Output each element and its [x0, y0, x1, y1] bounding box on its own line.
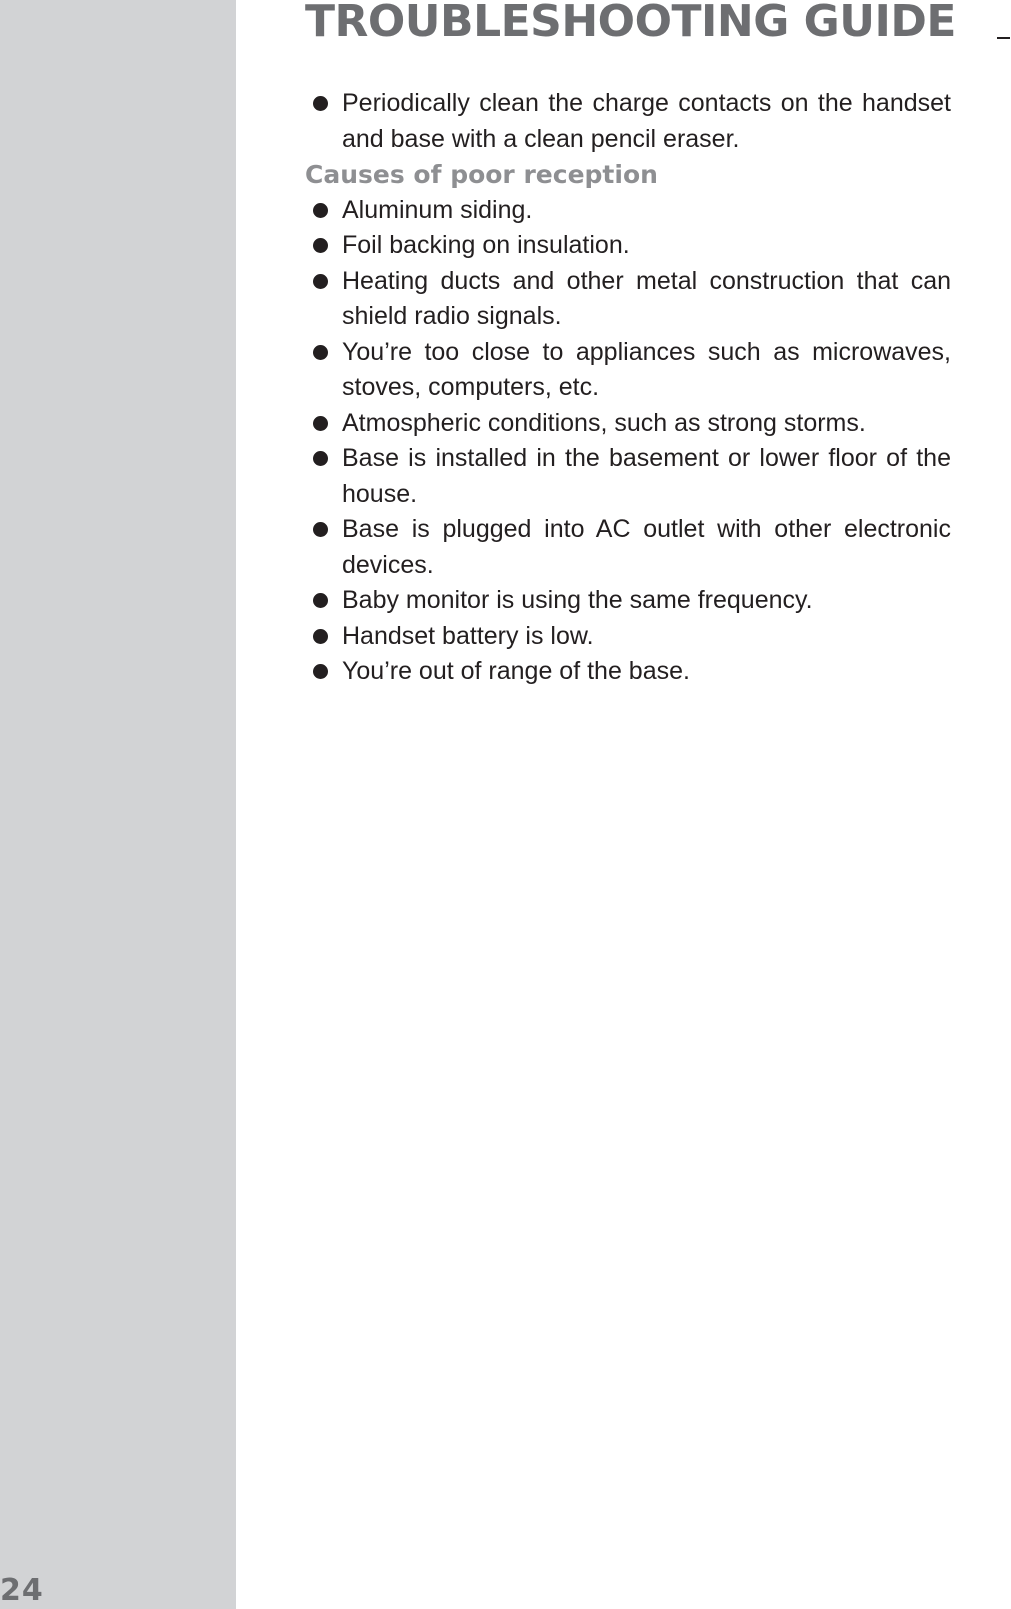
bullet-icon [313, 345, 328, 360]
bullet-icon [313, 451, 328, 466]
bullet-icon [313, 203, 328, 218]
page-content [305, 86, 951, 690]
bullet-icon [313, 522, 328, 537]
list-item [313, 86, 951, 157]
list-item-text: You’re out of range of the base. [342, 657, 690, 685]
list-item-text: Aluminum siding. [342, 195, 533, 224]
bullet-icon [313, 238, 328, 253]
list-item [313, 193, 951, 229]
bullet-icon [313, 593, 328, 608]
bullet-icon [313, 416, 328, 431]
list-item [313, 619, 951, 655]
list-item [313, 228, 951, 264]
list-item [313, 583, 951, 619]
bullet-icon [313, 274, 328, 289]
list-item-text: Periodically clean the charge contacts on the handset and base with a clean pencil eraser. [342, 89, 951, 153]
list-item [313, 654, 951, 690]
section-heading: Causes of poor reception [305, 160, 658, 189]
list-item [313, 406, 951, 442]
list-item-text: Baby monitor is using the same frequency. [342, 586, 813, 614]
list-item [313, 335, 951, 406]
side-margin-band [0, 0, 236, 1609]
list-item-text: Foil backing on insulation. [342, 231, 630, 259]
bullet-icon [313, 629, 328, 644]
list-item-text: Base is installed in the basement or lower floor of the house. [342, 444, 951, 508]
page-number: 24 [0, 1573, 44, 1608]
list-item-text: Handset battery is low. [342, 621, 594, 650]
list-item-text: You’re too close to appliances such as microwaves, stoves, computers, etc. [342, 337, 951, 401]
list-item [313, 512, 951, 583]
list-item-text: Base is plugged into AC outlet with other electronic devices. [342, 515, 951, 579]
list-item [313, 264, 951, 335]
list-item-text: Heating ducts and other metal construction that can shield radio signals. [342, 266, 951, 330]
list-item-text: Atmospheric conditions, such as strong storms. [342, 408, 866, 437]
bullet-icon [313, 664, 328, 679]
title-rule [997, 37, 1010, 39]
list-item [313, 441, 951, 512]
page-title: TROUBLESHOOTING GUIDE [305, 0, 956, 47]
bullet-icon [313, 96, 328, 111]
